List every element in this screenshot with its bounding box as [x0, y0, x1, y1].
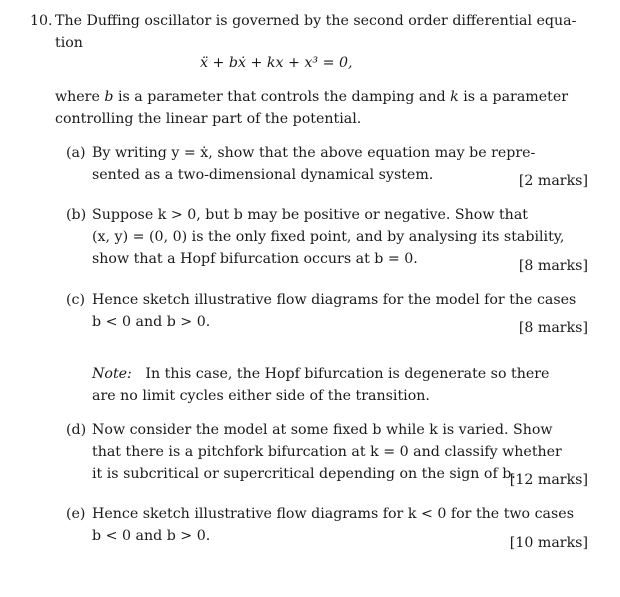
question-number: 10. — [30, 13, 53, 29]
part-e-label: (e) — [66, 506, 86, 522]
intro-line-1: The Duffing oscillator is governed by the second order differential equa- — [55, 13, 577, 29]
part-b-line-2: (x, y) = (0, 0) is the only fixed point, and by analysing its stability, — [92, 229, 565, 245]
part-d-label: (d) — [66, 422, 87, 438]
description-line-2: controlling the linear part of the potential. — [55, 111, 362, 127]
part-b-line-1: Suppose k > 0, but b may be positive or negative. Show that — [92, 207, 528, 223]
part-b-line-3: show that a Hopf bifurcation occurs at b = 0. — [92, 251, 418, 267]
part-b-label: (b) — [66, 207, 87, 223]
part-a-line-1: By writing y = ẋ, show that the above equation may be repre- — [92, 145, 536, 161]
duffing-equation: ẍ + bẋ + kx + x³ = 0, — [200, 55, 353, 71]
part-e-marks: [10 marks] — [509, 535, 588, 551]
part-d-marks: [12 marks] — [509, 472, 588, 488]
note-line-1: Note: In this case, the Hopf bifurcation is degenerate so there — [92, 366, 550, 382]
part-d-line-3: it is subcritical or supercritical depending on the sign of b. — [92, 466, 516, 482]
intro-line-2: tion — [55, 35, 83, 51]
part-c-label: (c) — [66, 292, 86, 308]
part-d-line-2: that there is a pitchfork bifurcation at k = 0 and classify whether — [92, 444, 562, 460]
part-c-line-2: b < 0 and b > 0. — [92, 314, 211, 330]
note-line-2: are no limit cycles either side of the transition. — [92, 388, 430, 404]
part-a-marks: [2 marks] — [518, 173, 588, 189]
part-e-line-1: Hence sketch illustrative flow diagrams for k < 0 for the two cases — [92, 506, 574, 522]
part-c-marks: [8 marks] — [518, 320, 588, 336]
part-c-line-1: Hence sketch illustrative flow diagrams for the model for the cases — [92, 292, 577, 308]
part-e-line-2: b < 0 and b > 0. — [92, 528, 211, 544]
note-label: Note: — [92, 366, 132, 382]
part-a-line-2: sented as a two-dimensional dynamical system. — [92, 167, 434, 183]
part-a-label: (a) — [66, 145, 86, 161]
description-line-1: where b is a parameter that controls the damping and k is a parameter — [55, 89, 569, 105]
part-d-line-1: Now consider the model at some fixed b while k is varied. Show — [92, 422, 553, 438]
part-b-marks: [8 marks] — [518, 258, 588, 274]
